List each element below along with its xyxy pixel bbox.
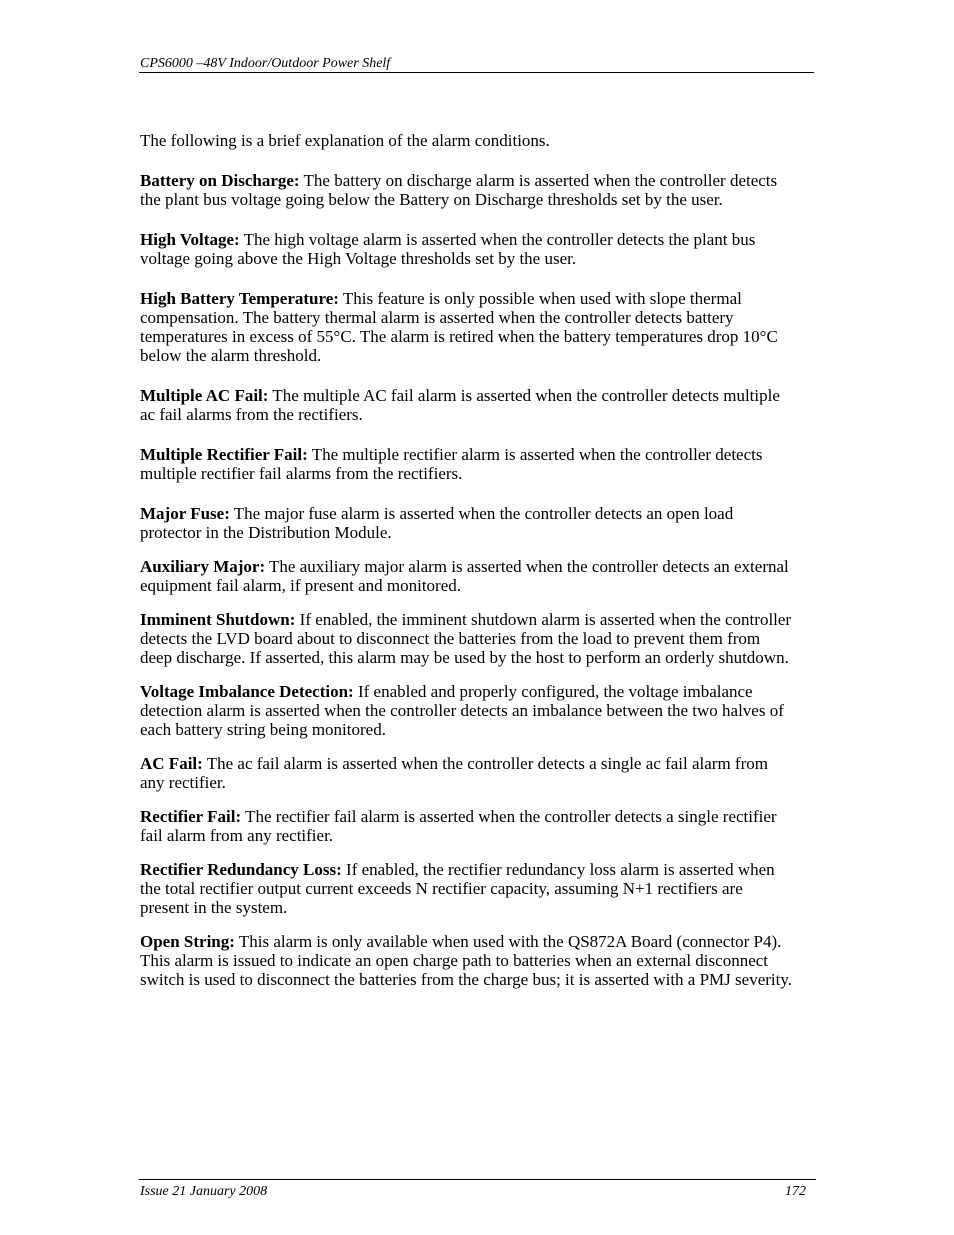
footer-issue: Issue 21 January 2008 [140, 1184, 268, 1199]
alarm-rectifier-redundancy-loss [140, 860, 795, 917]
alarm-term: Battery on Discharge: [140, 171, 300, 190]
alarm-description: The auxiliary major alarm is asserted when the controller detects an external equipment fail alarm, if present and monitored. [140, 557, 789, 595]
alarm-description: The rectifier fail alarm is asserted when the controller detects a single rectifier fail alarm from any rectifier. [140, 807, 777, 845]
alarm-auxiliary-major [140, 557, 795, 595]
alarm-term: Voltage Imbalance Detection: [140, 682, 354, 701]
alarm-description: If enabled, the rectifier redundancy loss alarm is asserted when the total rectifier output current exceeds N rectifier capacity, assuming N+1 rectifiers are present in the system. [140, 860, 775, 917]
alarm-description: If enabled, the imminent shutdown alarm is asserted when the controller detects the LVD board about to disconnect the batteries from the load to prevent them from deep discharge. If asserted, this alarm may be used by the host to perform an orderly shutdown. [140, 610, 792, 667]
alarm-open-string [140, 932, 795, 989]
alarm-description: This feature is only possible when used with slope thermal compensation. The battery thermal alarm is asserted when the controller detects battery temperatures in excess of 55°C. The alarm is retired when the battery temperatures drop 10°C below the alarm threshold. [140, 289, 778, 365]
page-number: 172 [785, 1184, 806, 1199]
alarm-term: Major Fuse: [140, 504, 230, 523]
header-title: CPS6000 –48V Indoor/Outdoor Power Shelf [140, 56, 391, 71]
alarm-term: High Battery Temperature: [140, 289, 339, 308]
alarm-description: If enabled and properly configured, the voltage imbalance detection alarm is asserted when the controller detects an imbalance between the two halves of each battery string being monitored. [140, 682, 784, 739]
alarm-term: Rectifier Fail: [140, 807, 242, 826]
alarm-imminent-shutdown [140, 610, 795, 667]
alarm-high-battery-temperature [140, 289, 795, 365]
alarm-ac-fail [140, 754, 795, 792]
page-body [140, 131, 795, 989]
alarm-term: High Voltage: [140, 230, 240, 249]
alarm-high-voltage [140, 230, 795, 268]
alarm-description: The ac fail alarm is asserted when the controller detects a single ac fail alarm from any rectifier. [140, 754, 768, 792]
alarm-term: Open String: [140, 932, 235, 951]
alarm-term: Auxiliary Major: [140, 557, 266, 576]
alarm-multiple-ac-fail [140, 386, 795, 424]
footer-divider [139, 1179, 816, 1180]
alarm-multiple-rectifier-fail [140, 445, 795, 483]
alarm-battery-on-discharge [140, 171, 795, 209]
alarm-description: The battery on discharge alarm is asserted when the controller detects the plant bus voltage going below the Battery on Discharge thresholds set by the user. [140, 171, 778, 209]
alarm-rectifier-fail [140, 807, 795, 845]
alarm-description: This alarm is only available when used with the QS872A Board (connector P4). This alarm is issued to indicate an open charge path to batteries when an external disconnect switch is used to disconnect the batteries from the charge bus; it is asserted with a PMJ severity. [140, 932, 793, 989]
alarm-term: Multiple Rectifier Fail: [140, 445, 308, 464]
alarm-major-fuse [140, 504, 795, 542]
alarm-term: Multiple AC Fail: [140, 386, 269, 405]
alarm-description: The multiple AC fail alarm is asserted when the controller detects multiple ac fail alarms from the rectifiers. [140, 386, 780, 424]
header-divider [139, 72, 814, 73]
alarm-description: The high voltage alarm is asserted when the controller detects the plant bus voltage going above the High Voltage thresholds set by the user. [140, 230, 756, 268]
alarm-voltage-imbalance-detection [140, 682, 795, 739]
alarm-term: Imminent Shutdown: [140, 610, 296, 629]
intro-paragraph: The following is a brief explanation of the alarm conditions. [140, 131, 550, 150]
alarm-term: Rectifier Redundancy Loss: [140, 860, 342, 879]
alarm-term: AC Fail: [140, 754, 203, 773]
alarm-description: The major fuse alarm is asserted when the controller detects an open load protector in the Distribution Module. [140, 504, 734, 542]
alarm-description: The multiple rectifier alarm is asserted when the controller detects multiple rectifier fail alarms from the rectifiers. [140, 445, 763, 483]
